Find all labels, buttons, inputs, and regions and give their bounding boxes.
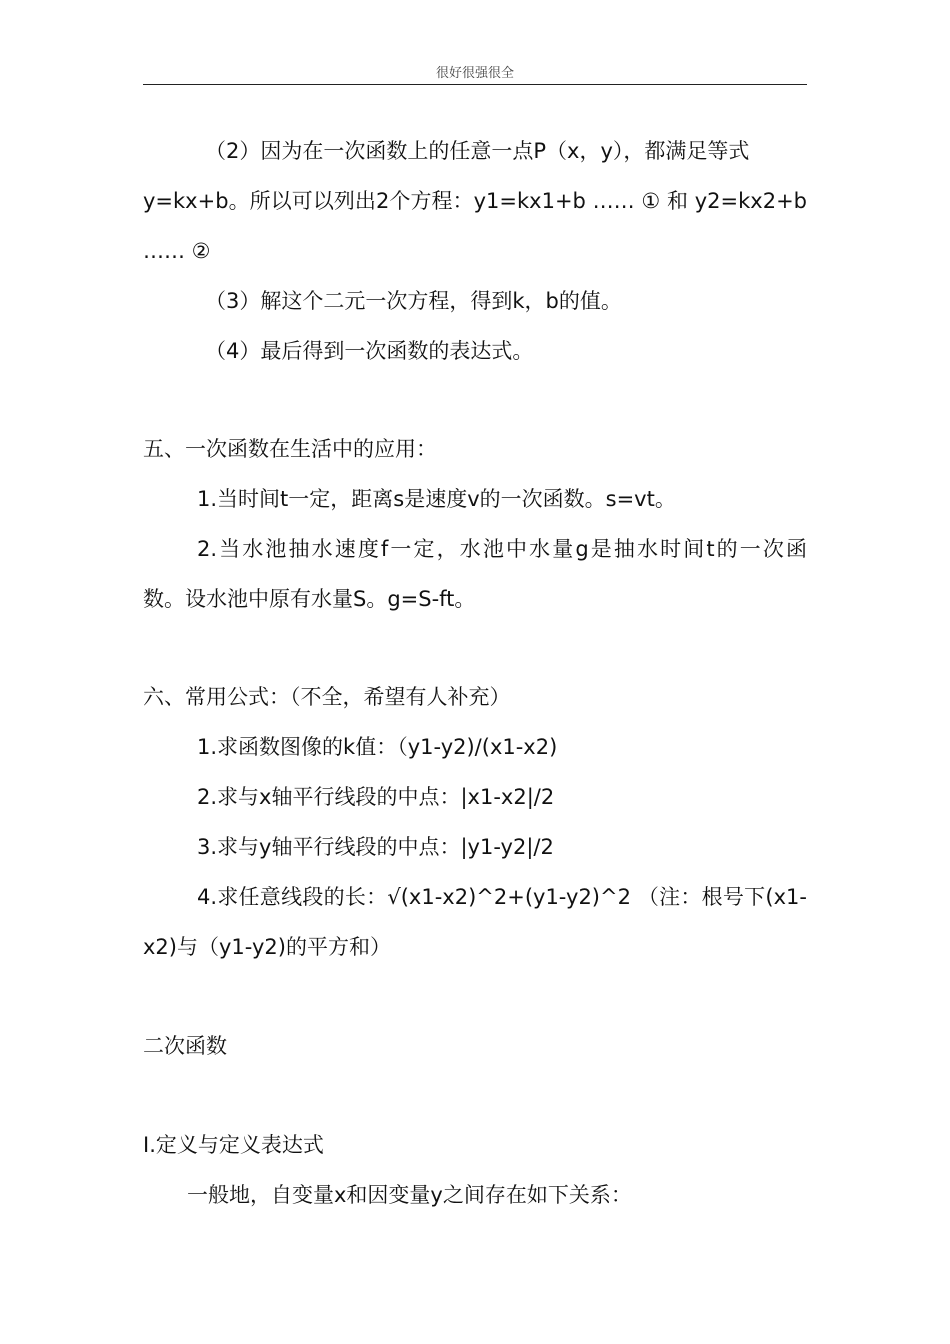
paragraph-step-3: （3）解这个二元一次方程，得到k，b的值。 xyxy=(205,289,622,313)
formula-item-4-line-2: x2)与（y1-y2)的平方和） xyxy=(143,935,391,959)
application-item-2-line-2: 数。设水池中原有水量S。g=S-ft。 xyxy=(143,587,476,611)
subsection-heading-definition: I.定义与定义表达式 xyxy=(143,1133,324,1157)
definition-paragraph: 一般地，自变量x和因变量y之间存在如下关系： xyxy=(187,1183,632,1207)
paragraph-step-4: （4）最后得到一次函数的表达式。 xyxy=(205,339,534,363)
application-item-2-line-1: 2.当水池抽水速度f一定，水池中水量g是抽水时间t的一次函 xyxy=(197,537,807,561)
section-heading-quadratic: 二次函数 xyxy=(143,1034,227,1058)
paragraph-step-2-line-2: y=kx+b。所以可以列出2个方程：y1=kx1+b …… ① 和 y2=kx2+b xyxy=(143,189,807,213)
section-heading-five: 五、一次函数在生活中的应用： xyxy=(143,437,437,461)
formula-item-2: 2.求与x轴平行线段的中点：|x1-x2|/2 xyxy=(197,785,555,809)
application-item-1: 1.当时间t一定，距离s是速度v的一次函数。s=vt。 xyxy=(197,487,676,511)
formula-item-3: 3.求与y轴平行线段的中点：|y1-y2|/2 xyxy=(197,835,554,859)
paragraph-step-2-line-1: （2）因为在一次函数上的任意一点P（x，y），都满足等式 xyxy=(205,139,750,163)
formula-item-4-line-1: 4.求任意线段的长：√(x1-x2)^2+(y1-y2)^2 （注：根号下(x1- xyxy=(197,885,807,909)
paragraph-step-2-line-3: …… ② xyxy=(143,239,211,263)
page-header: 很好很强很全 xyxy=(143,64,807,85)
section-heading-six: 六、常用公式：（不全，希望有人补充） xyxy=(143,685,511,709)
formula-item-1: 1.求函数图像的k值：（y1-y2)/(x1-x2) xyxy=(197,735,558,759)
